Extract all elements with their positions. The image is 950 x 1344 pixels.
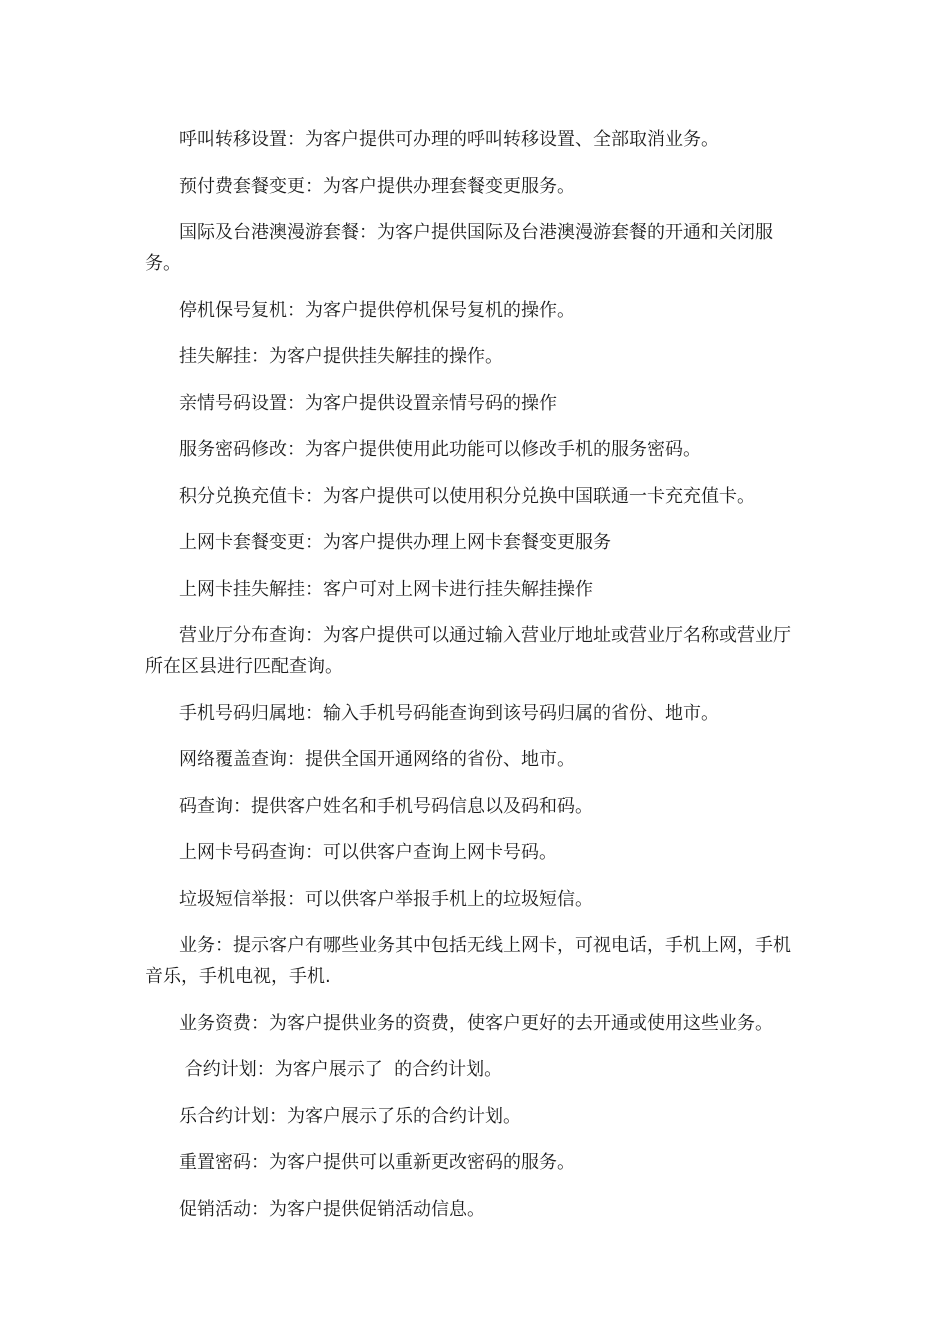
paragraph-contract-plan: 合约计划：为客户展示了 的合约计划。 [179, 1059, 503, 1080]
paragraph-service-password: 服务密码修改：为客户提供使用此功能可以修改手机的服务密码。 [179, 439, 701, 460]
paragraph-network-coverage: 网络覆盖查询：提供全国开通网络的省份、地市。 [179, 749, 575, 770]
paragraph-call-forwarding: 呼叫转移设置：为客户提供可办理的呼叫转移设置、全部取消业务。 [179, 129, 719, 150]
paragraph-prepaid-plan-change: 预付费套餐变更：为客户提供办理套餐变更服务。 [179, 175, 575, 197]
paragraph-promotions: 促销活动：为客户提供促销活动信息。 [179, 1198, 485, 1220]
paragraph-roaming-plan: 国际及台港澳漫游套餐：为客户提供国际及台港澳漫游套餐的开通和关闭服务。 [145, 222, 773, 274]
paragraph-points-exchange: 积分兑换充值卡：为客户提供可以使用积分兑换中国联通一卡充充值卡。 [179, 485, 755, 507]
paragraph-family-number: 亲情号码设置：为客户提供设置亲情号码的操作 [179, 392, 557, 414]
paragraph-service-fees: 业务资费：为客户提供业务的资费，使客户更好的去开通或使用这些业务。 [179, 1012, 773, 1034]
paragraph-report-loss: 挂失解挂：为客户提供挂失解挂的操作。 [179, 346, 503, 367]
document-body [145, 124, 805, 1240]
paragraph-spam-report: 垃圾短信举报：可以供客户举报手机上的垃圾短信。 [179, 888, 593, 910]
paragraph-datacard-report-loss: 上网卡挂失解挂：客户可对上网卡进行挂失解挂操作 [179, 578, 593, 600]
paragraph-reset-password: 重置密码：为客户提供可以重新更改密码的服务。 [179, 1152, 575, 1173]
paragraph-services: 业务：提示客户有哪些业务其中包括无线上网卡，可视电话，手机上网，手机音乐，手机电视，手机. [145, 935, 791, 987]
paragraph-store-locator: 营业厅分布查询：为客户提供可以通过输入营业厅地址或营业厅名称或营业厅所在区县进行匹配查询。 [145, 625, 791, 677]
paragraph-datacard-plan-change: 上网卡套餐变更：为客户提供办理上网卡套餐变更服务 [179, 532, 611, 553]
paragraph-datacard-number-query: 上网卡号码查询：可以供客户查询上网卡号码。 [179, 842, 557, 863]
paragraph-code-query: 码查询：提供客户姓名和手机号码信息以及码和码。 [179, 795, 593, 817]
paragraph-number-location: 手机号码归属地：输入手机号码能查询到该号码归属的省份、地市。 [179, 702, 719, 724]
paragraph-suspend-resume: 停机保号复机：为客户提供停机保号复机的操作。 [179, 299, 575, 321]
paragraph-le-contract-plan: 乐合约计划：为客户展示了乐的合约计划。 [179, 1105, 521, 1127]
